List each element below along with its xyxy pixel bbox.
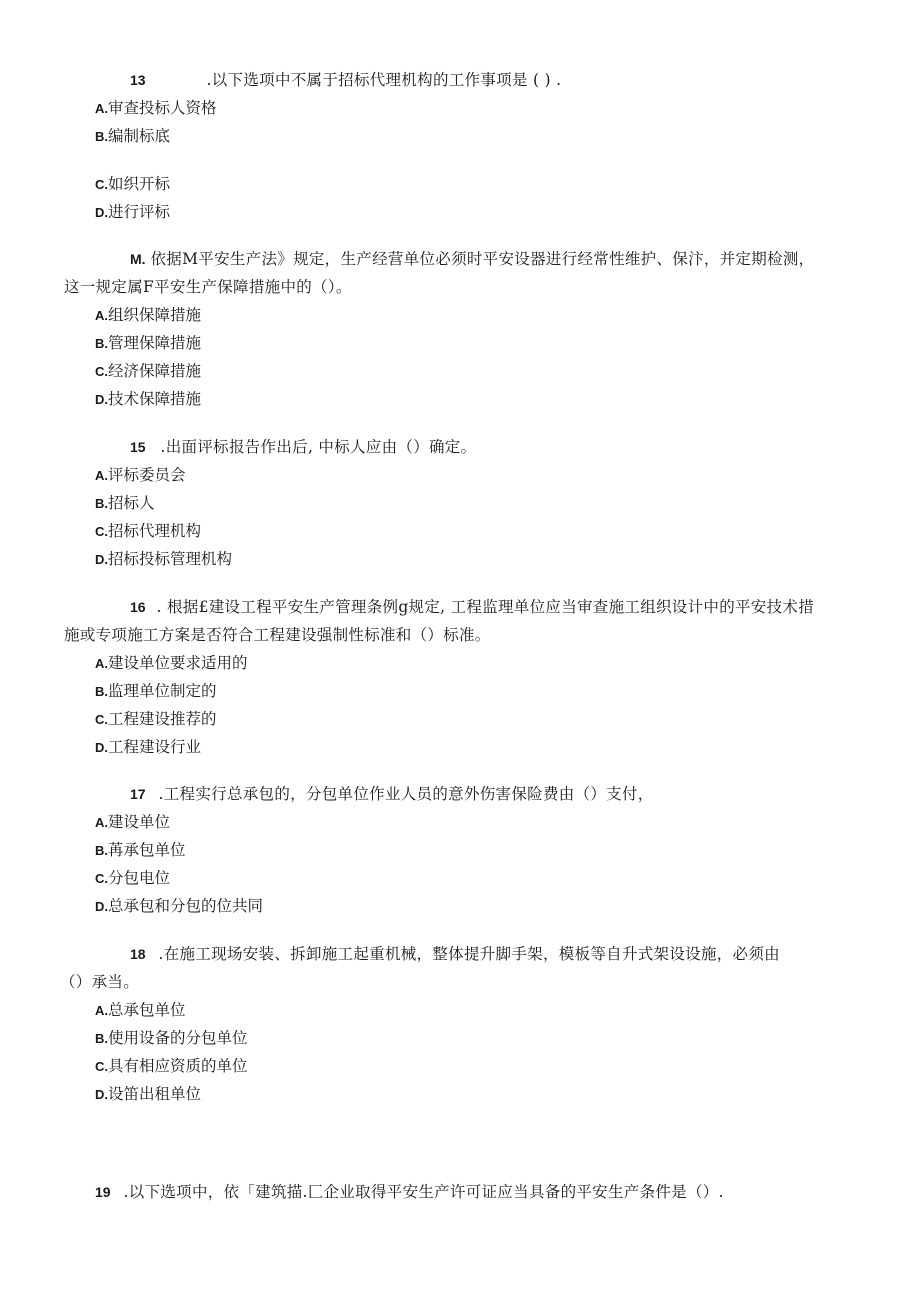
question-number: 18: [130, 946, 146, 962]
option-d: D.技术保障措施: [95, 390, 202, 408]
question-number: 15: [130, 439, 146, 455]
option-a: A.评标委员会: [95, 466, 186, 484]
question-15: [130, 436, 476, 458]
question-stem: .工程实行总承包的，分包单位作业人员的意外伤害保险费由（）支付，: [158, 785, 654, 803]
option-d: D.总承包和分包的位共同: [95, 897, 264, 915]
question-stem: .以下选项中，依「建筑描.匚企业取得平安生产许可证应当具备的平安生产条件是（）.: [123, 1183, 724, 1201]
question-stem: .在施工现场安装、拆卸施工起重机械，整体提升脚手架，模板等自升式架设设施，必须由: [158, 945, 780, 963]
option-a: A.审查投标人资格: [95, 99, 217, 117]
question-17: [130, 783, 654, 805]
option-c: C.工程建设推荐的: [95, 710, 217, 728]
question-stem: .出面评标报告作出后, 中标人应由（）确定。: [160, 438, 477, 456]
question-18: [130, 943, 780, 965]
question-stem-continued: 这一规定属F平安生产保障措施中的（）。: [64, 278, 352, 296]
question-19: [95, 1181, 724, 1203]
option-c: C.经济保障措施: [95, 362, 202, 380]
question-stem: . 根据£建设工程平安生产管理条例g规定, 工程监理单位应当审查施工组织设计中的平安技术措: [156, 598, 815, 616]
option-b: B.招标人: [95, 494, 155, 512]
option-a: A.组织保障措施: [95, 306, 202, 324]
option-a: A.建设单位: [95, 813, 171, 831]
question-stem-continued: 施或专项施工方案是否符合工程建设强制性标准和（）标准。: [64, 626, 491, 644]
question-stem: .以下选项中不属于招标代理机构的工作事项是 ( ) .: [206, 71, 562, 89]
option-d: D.工程建设行业: [95, 738, 202, 756]
option-c: C.分包电位: [95, 869, 171, 887]
option-b: B.监理单位制定的: [95, 682, 217, 700]
question-stem: 依据M平安生产法》规定，生产经营单位必须时平安设器进行经常性维护、保汴，并定期检测，: [150, 250, 815, 268]
option-c: C.具有相应资质的单位: [95, 1057, 248, 1075]
option-b: B.苒承包单位: [95, 841, 186, 859]
question-stem-continued: （）承当。: [60, 973, 140, 991]
option-b: B.管理保障措施: [95, 334, 202, 352]
question-number: 19: [95, 1184, 111, 1200]
question-number: 17: [130, 786, 146, 802]
option-a: A.建设单位要求适用的: [95, 654, 248, 672]
option-a: A.总承包单位: [95, 1001, 186, 1019]
option-c: C.招标代理机构: [95, 522, 202, 540]
option-c: C.如织开标: [95, 175, 171, 193]
question-number: 16: [130, 599, 146, 615]
question-14: [130, 248, 814, 270]
option-b: B.使用设备的分包单位: [95, 1029, 248, 1047]
question-number: M.: [130, 251, 146, 267]
question-13: [130, 69, 561, 91]
option-d: D.进行评标: [95, 203, 171, 221]
question-number: 13: [130, 72, 146, 88]
option-d: D.设笛出租单位: [95, 1085, 202, 1103]
question-16: [130, 596, 814, 618]
option-d: D.招标投标管理机构: [95, 550, 233, 568]
option-b: B.编制标底: [95, 127, 171, 145]
